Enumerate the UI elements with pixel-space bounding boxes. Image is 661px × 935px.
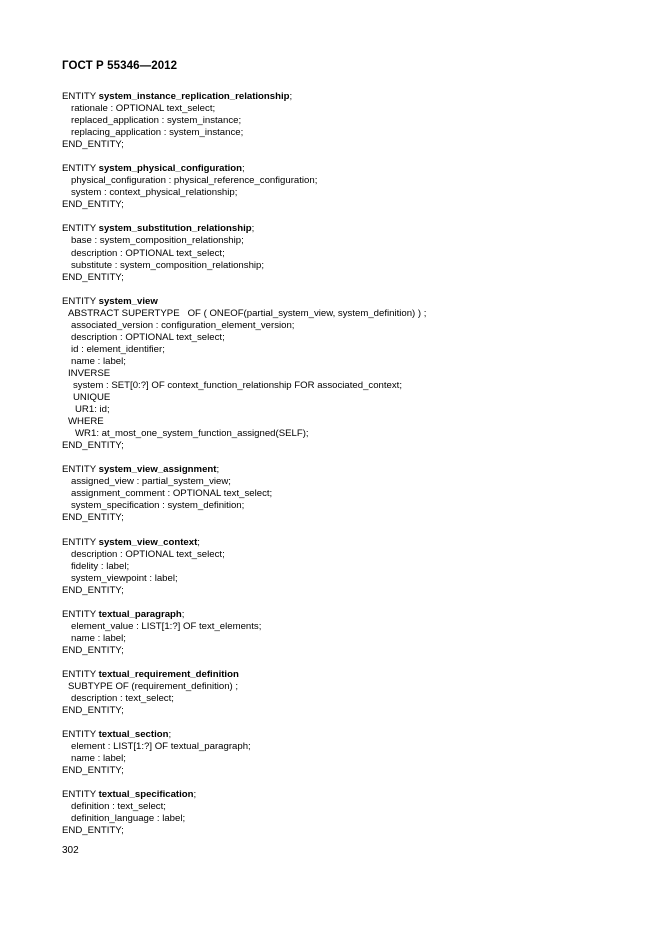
entity-name: system_physical_configuration	[98, 163, 243, 175]
end-entity: END_ENTITY;	[62, 644, 124, 656]
entity-block	[62, 91, 622, 151]
entity-keyword: ENTITY	[62, 668, 99, 680]
entity-keyword: ENTITY	[62, 608, 99, 620]
supertype-clause: ABSTRACT SUPERTYPE OF ( ONEOF(partial_system_view, system_definition) ) ;	[68, 307, 427, 319]
entity-keyword: ENTITY	[62, 789, 99, 801]
attribute-line: associated_version : configuration_element_version;	[71, 319, 295, 331]
attribute-line: base : system_composition_relationship;	[71, 235, 244, 247]
entity-terminator: ;	[289, 91, 293, 102]
entity-name: system_instance_replication_relationship	[98, 91, 290, 102]
entity-declaration	[62, 669, 622, 681]
entity-terminator: ;	[216, 464, 220, 476]
entity-block	[62, 163, 622, 211]
entity-block	[62, 669, 622, 717]
attribute-line: description : text_select;	[71, 693, 174, 705]
entity-declaration	[62, 223, 622, 235]
entity-declaration	[62, 91, 622, 103]
entity-block	[62, 609, 622, 657]
entity-block	[62, 729, 622, 777]
attribute-line: description : OPTIONAL text_select;	[71, 548, 225, 560]
where-keyword: WHERE	[68, 416, 104, 428]
subtype-clause: SUBTYPE OF (requirement_definition) ;	[68, 680, 239, 692]
end-entity: END_ENTITY;	[62, 705, 124, 717]
entity-name: system_view_assignment	[98, 464, 217, 476]
attribute-line: definition_language : label;	[71, 813, 186, 825]
attribute-line: system_viewpoint : label;	[71, 572, 178, 584]
attribute-line: rationale : OPTIONAL text_select;	[71, 103, 216, 115]
attribute-line: substitute : system_composition_relationship;	[71, 259, 265, 271]
inverse-line: system : SET[0:?] OF context_function_relationship FOR associated_context;	[73, 379, 403, 391]
entity-declaration	[62, 609, 622, 621]
end-entity: END_ENTITY;	[62, 199, 124, 211]
end-entity: END_ENTITY;	[62, 440, 124, 452]
entity-declaration	[62, 537, 622, 549]
entity-block	[62, 537, 622, 597]
attribute-line: element_value : LIST[1:?] OF text_elements;	[71, 620, 262, 632]
entity-keyword: ENTITY	[62, 163, 99, 175]
unique-keyword: UNIQUE	[73, 392, 111, 404]
where-line: WR1: at_most_one_system_function_assigned(SELF);	[75, 428, 309, 440]
entity-keyword: ENTITY	[62, 91, 99, 102]
entity-terminator: ;	[168, 729, 172, 741]
attribute-line: element : LIST[1:?] OF textual_paragraph;	[71, 741, 251, 753]
express-listing	[62, 91, 622, 849]
attribute-line: assigned_view : partial_system_view;	[71, 476, 231, 488]
attribute-line: definition : text_select;	[71, 801, 166, 813]
entity-keyword: ENTITY	[62, 295, 99, 307]
attribute-line: id : element_identifier;	[71, 343, 165, 355]
entity-block	[62, 223, 622, 283]
entity-block	[62, 296, 622, 453]
attribute-line: description : OPTIONAL text_select;	[71, 247, 225, 259]
attribute-line: replacing_application : system_instance;	[71, 127, 244, 139]
attribute-line: name : label;	[71, 753, 126, 765]
entity-block	[62, 464, 622, 524]
entity-name: textual_requirement_definition	[98, 668, 239, 680]
entity-declaration	[62, 789, 622, 801]
entity-terminator: ;	[242, 163, 245, 175]
end-entity: END_ENTITY;	[62, 139, 124, 151]
attribute-line: description : OPTIONAL text_select;	[71, 331, 225, 343]
entity-terminator: ;	[181, 608, 185, 620]
end-entity: END_ENTITY;	[62, 765, 124, 777]
entity-keyword: ENTITY	[62, 536, 99, 548]
attribute-line: physical_configuration : physical_reference_configuration;	[71, 175, 318, 187]
attribute-line: fidelity : label;	[71, 560, 130, 572]
end-entity: END_ENTITY;	[62, 825, 124, 837]
attribute-line: system : context_physical_relationship;	[71, 187, 238, 199]
entity-name: system_substitution_relationship	[98, 223, 252, 235]
entity-name: system_view_context	[98, 536, 198, 548]
entity-name: textual_paragraph	[98, 608, 182, 620]
attribute-line: name : label;	[71, 355, 126, 367]
end-entity: END_ENTITY;	[62, 584, 124, 596]
attribute-line: name : label;	[71, 632, 126, 644]
page-number: 302	[62, 845, 79, 856]
document-header: ГОСТ Р 55346—2012	[62, 60, 178, 72]
entity-keyword: ENTITY	[62, 223, 99, 235]
end-entity: END_ENTITY;	[62, 512, 124, 524]
entity-keyword: ENTITY	[62, 729, 99, 741]
entity-terminator: ;	[251, 223, 255, 235]
entity-name: system_view	[98, 295, 158, 307]
entity-name: textual_section	[98, 729, 169, 741]
attribute-line: assignment_comment : OPTIONAL text_select;	[71, 488, 273, 500]
entity-declaration	[62, 464, 622, 476]
attribute-line: system_specification : system_definition;	[71, 500, 245, 512]
entity-block	[62, 789, 622, 837]
entity-keyword: ENTITY	[62, 464, 99, 476]
end-entity: END_ENTITY;	[62, 271, 124, 283]
entity-terminator: ;	[197, 536, 200, 548]
inverse-keyword: INVERSE	[68, 367, 111, 379]
entity-declaration	[62, 296, 622, 308]
entity-declaration	[62, 163, 622, 175]
unique-line: UR1: id;	[75, 404, 110, 416]
entity-name: textual_specification	[98, 789, 194, 801]
entity-declaration	[62, 729, 622, 741]
attribute-line: replaced_application : system_instance;	[71, 115, 242, 127]
entity-terminator: ;	[193, 789, 197, 801]
